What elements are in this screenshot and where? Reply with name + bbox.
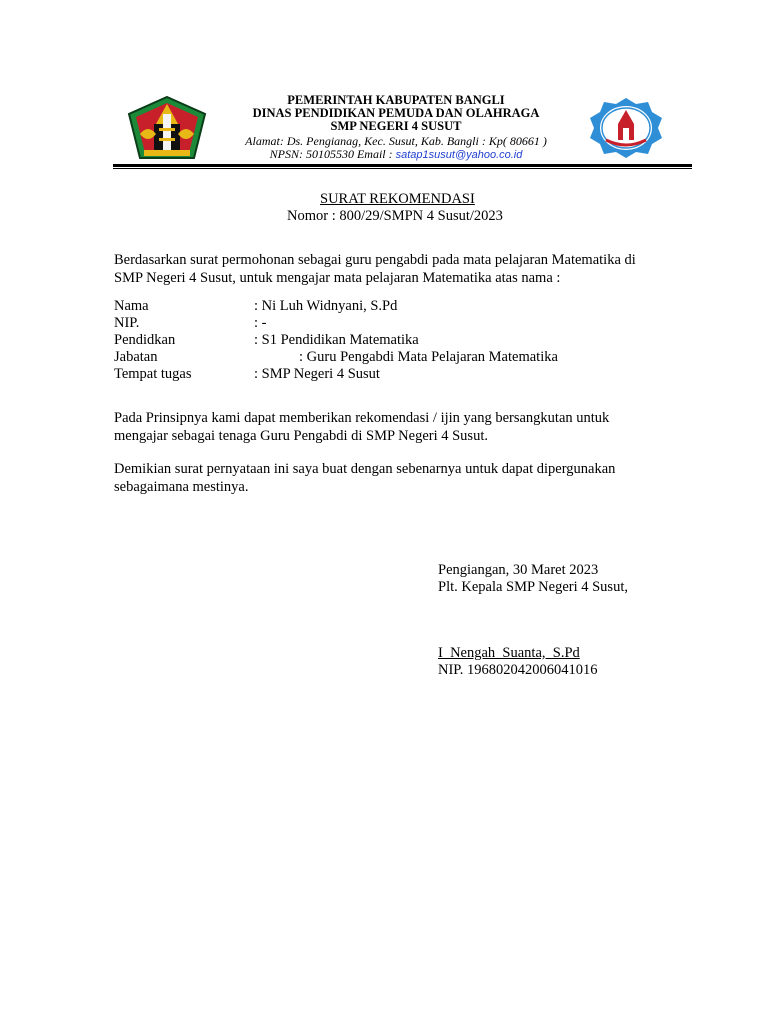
- signature-name: I Nengah Suanta, S.Pd: [438, 645, 580, 661]
- header-government: PEMERINTAH KABUPATEN BANGLI: [287, 93, 505, 107]
- paragraph-2-line-2: sebagaimana mestinya.: [114, 479, 249, 495]
- detail-label: Nama: [114, 298, 149, 314]
- letterhead-divider-thin: [113, 168, 692, 169]
- detail-value: : Guru Pengabdi Mata Pelajaran Matematika: [299, 349, 558, 365]
- signature-position: Plt. Kepala SMP Negeri 4 Susut,: [438, 579, 628, 595]
- letter-title: SURAT REKOMENDASI: [320, 191, 475, 207]
- detail-label: Tempat tugas: [114, 366, 192, 382]
- paragraph-1-line-2: mengajar sebagai tenaga Guru Pengabdi di SMP Negeri 4 Susut.: [114, 428, 488, 444]
- signature-nip: NIP. 196802042006041016: [438, 662, 598, 678]
- detail-label: Pendidkan: [114, 332, 176, 348]
- intro-line-2: SMP Negeri 4 Susut, untuk mengajar mata pelajaran Matematika atas nama :: [114, 270, 561, 286]
- detail-value: : S1 Pendidikan Matematika: [254, 332, 419, 348]
- detail-label: NIP.: [114, 315, 140, 331]
- letterhead: [0, 0, 768, 180]
- detail-value: : Ni Luh Widnyani, S.Pd: [254, 298, 398, 314]
- intro-line-1: Berdasarkan surat permohonan sebagai guru pengabdi pada mata pelajaran Matematika di: [114, 252, 636, 268]
- paragraph-2-line-1: Demikian surat pernyataan ini saya buat dengan sebenarnya untuk dapat dipergunakan: [114, 461, 616, 477]
- paragraph-1-line-1: Pada Prinsipnya kami dapat memberikan rekomendasi / ijin yang bersangkutan untuk: [114, 410, 610, 426]
- header-address: Alamat: Ds. Pengianag, Kec. Susut, Kab. Bangli : Kp( 80661 ): [245, 134, 547, 148]
- header-department: DINAS PENDIDIKAN PEMUDA DAN OLAHRAGA: [252, 106, 540, 120]
- school-logo-icon: [588, 96, 664, 160]
- detail-value: : SMP Negeri 4 Susut: [254, 366, 380, 382]
- detail-value: : -: [254, 315, 267, 331]
- letterhead-divider: [113, 164, 692, 167]
- header-email: satap1susut@yahoo.co.id: [395, 149, 523, 161]
- detail-label: Jabatan: [114, 349, 158, 365]
- header-school-name: SMP NEGERI 4 SUSUT: [330, 119, 462, 133]
- signature-place-date: Pengiangan, 30 Maret 2023: [438, 562, 599, 578]
- header-npsn: NPSN: 50105530 Email :: [269, 147, 396, 161]
- letter-number: Nomor : 800/29/SMPN 4 Susut/2023: [287, 208, 503, 224]
